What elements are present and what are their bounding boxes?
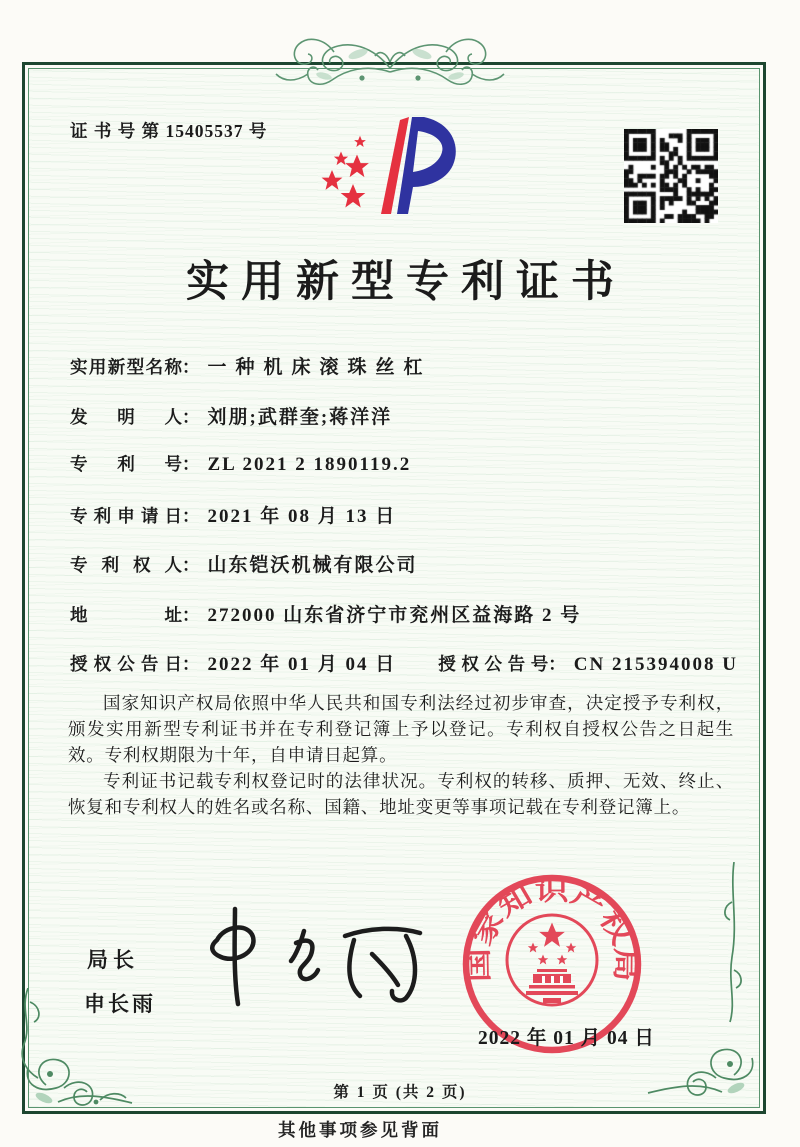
field-colon: ：: [182, 454, 200, 474]
field-label: 专利权人: [70, 555, 182, 575]
field-label: 地址: [70, 604, 182, 625]
field-colon: ：: [182, 654, 200, 674]
body-paragraph-1: 国家知识产权局依照中华人民共和国专利法经过初步审查，决定授予专利权，颁发实用新型专利证书并在专利登记簿上予以登记。专利权自授权公告之日起生效。专利权期限为十年，自申请日起算。: [68, 693, 734, 765]
certificate-number: 证 书 号 第 15405537 号: [70, 121, 268, 141]
field-colon: ：: [548, 654, 566, 674]
certificate-fields: [70, 352, 740, 699]
field-value: CN 215394008 U: [573, 654, 738, 675]
field-colon: ：: [182, 357, 200, 377]
field-value: ZL 2021 2 1890119.2: [207, 454, 412, 475]
field-value: 刘朋;武群奎;蒋洋洋: [207, 406, 393, 428]
field-label: 实用新型名称: [70, 357, 182, 377]
field-label: 发明人: [70, 406, 182, 427]
field-grant-number: [438, 654, 738, 675]
back-note: 其他事项参见背面: [278, 1120, 442, 1140]
certificate-body: [68, 690, 734, 820]
field-value: 2022 年 01 月 04 日: [207, 654, 397, 675]
certificate-title: 实用新型专利证书: [186, 259, 626, 306]
field-address: [70, 600, 740, 650]
body-paragraph-2: 专利证书记载专利权登记时的法律状况。专利权的转移、质押、无效、终止、恢复和专利权人的姓名或名称、国籍、地址变更等事项记载在专利登记簿上。: [68, 771, 734, 817]
page-number: 第 1 页 (共 2 页): [333, 1084, 467, 1101]
field-label: 授权公告号: [438, 654, 549, 674]
seal-date: 2022 年 01 月 04 日: [478, 1028, 655, 1049]
field-colon: ：: [182, 406, 200, 427]
field-value: 272000 山东省济宁市兖州区益海路 2 号: [207, 604, 582, 626]
field-value: 山东铠沃机械有限公司: [207, 555, 418, 576]
director-title: 局长: [87, 948, 139, 972]
field-inventor: [70, 402, 740, 452]
cnipa-logo-icon: [312, 112, 462, 220]
field-label: 专利号: [70, 454, 182, 474]
field-colon: ：: [182, 604, 200, 625]
field-patent-number: [70, 451, 740, 501]
field-value: 一种机床滚珠丝杠: [207, 357, 432, 378]
director-signature-icon: [195, 900, 435, 1015]
director-name: 申长雨: [84, 992, 156, 1016]
field-value: 2021 年 08 月 13 日: [207, 505, 397, 527]
field-label: 授权公告日: [70, 654, 182, 674]
qr-code: [624, 129, 718, 223]
field-patentee: [70, 550, 740, 600]
field-label: 专利申请日: [70, 505, 182, 526]
field-colon: ：: [182, 505, 200, 526]
seal-ring-text: 国家知识产权局: [463, 875, 641, 983]
field-colon: ：: [182, 555, 200, 575]
field-utility-model-name: [70, 352, 740, 402]
field-filing-date: [70, 501, 740, 551]
